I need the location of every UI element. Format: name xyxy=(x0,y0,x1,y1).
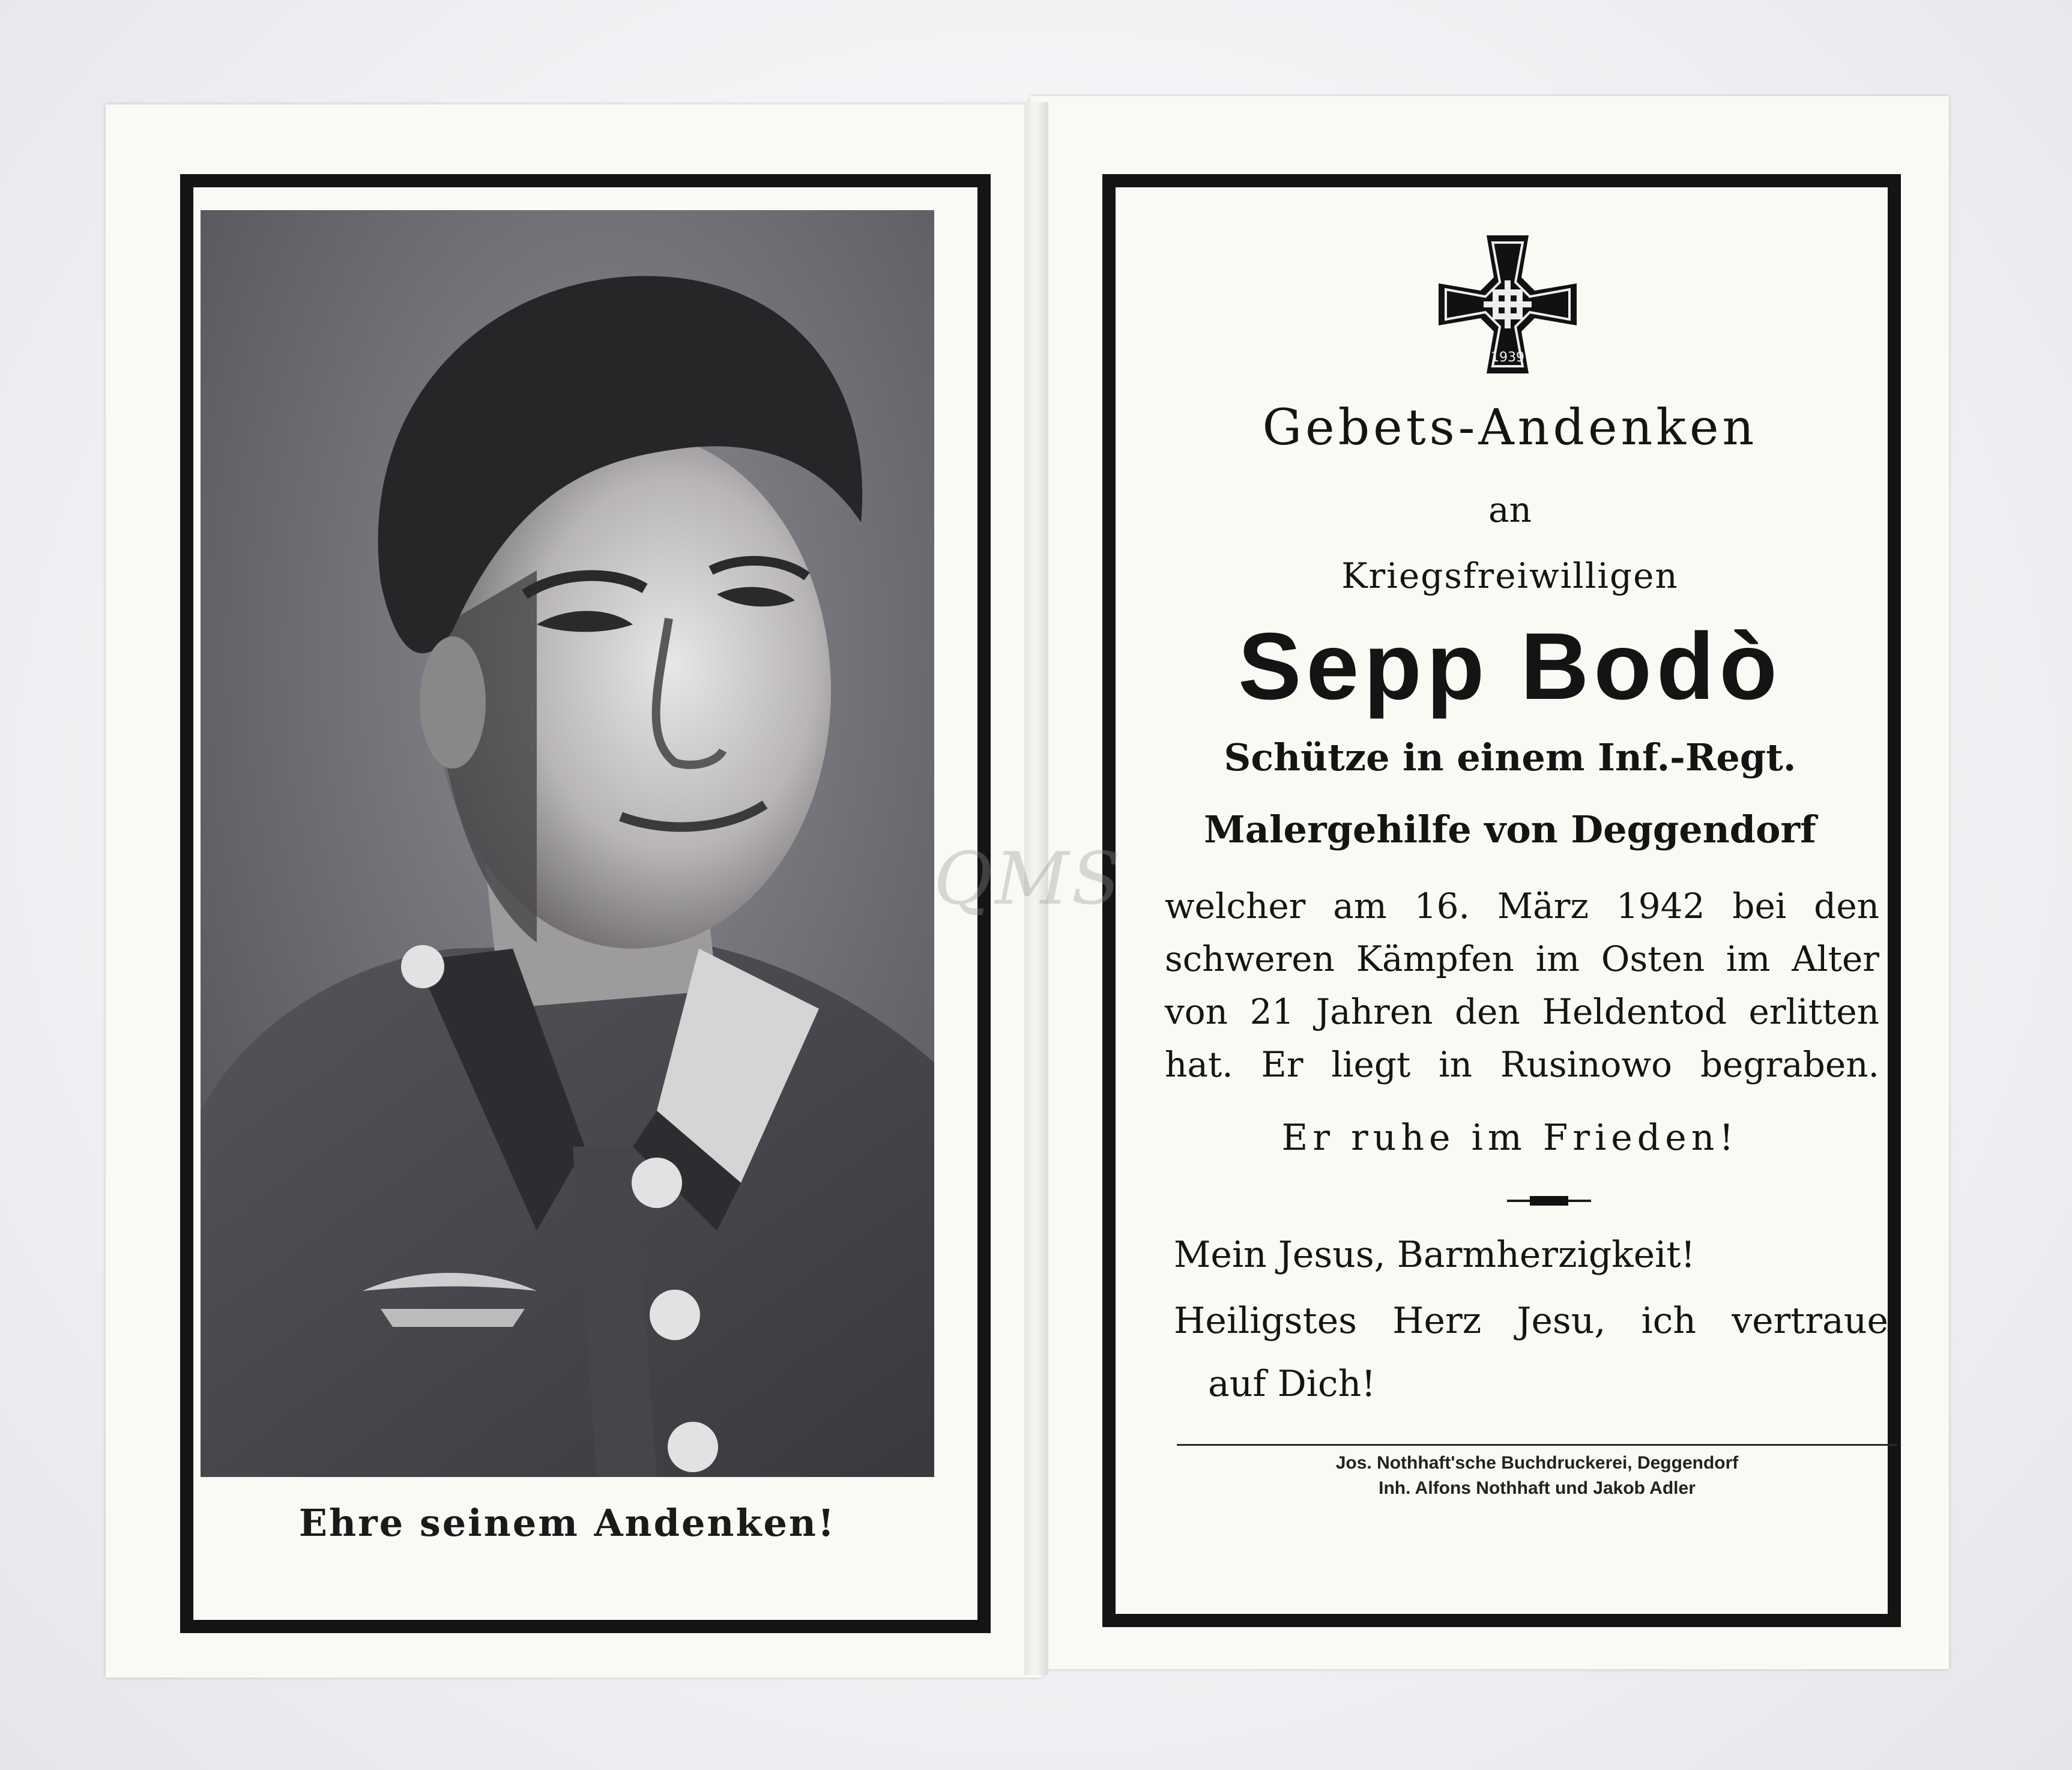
obituary-line: hat. Er liegt in Rusinowo begraben. xyxy=(1165,1044,1879,1085)
obituary-line: schweren Kämpfen im Osten im Alter xyxy=(1165,938,1879,979)
prayer-line-1: Mein Jesus, Barmherzigkeit! xyxy=(1174,1234,1696,1276)
divider-mark xyxy=(1530,1196,1568,1206)
printer-line-2: Inh. Alfons Nothhaft und Jakob Adler xyxy=(1379,1478,1696,1498)
rest-in-peace-text: Er ruhe im Frieden! xyxy=(1281,1117,1739,1159)
portrait-caption: Ehre seinem Andenken! xyxy=(298,1501,836,1545)
prayer-line-2: Heiligstes Herz Jesu, ich vertraue xyxy=(1174,1300,1888,1342)
preposition-text: an xyxy=(1488,489,1532,530)
obituary-body xyxy=(1165,880,1879,1091)
soldier-portrait-icon xyxy=(201,210,934,1477)
unit-text: Schütze in einem Inf.-Regt. xyxy=(1224,735,1796,779)
obituary-line: von 21 Jahren den Heldentod erlitten xyxy=(1165,991,1879,1032)
iron-cross-icon xyxy=(1439,235,1577,373)
soldier-name: Sepp Bodò xyxy=(1238,614,1782,719)
rank-text: Kriegsfreiwilligen xyxy=(1341,555,1679,596)
watermark-text: QMS xyxy=(934,838,1123,921)
card-title: Gebets-Andenken xyxy=(1262,399,1758,456)
obituary-line: welcher am 16. März 1942 bei den xyxy=(1165,886,1879,926)
iron-cross-year: 1939 xyxy=(1491,350,1524,365)
printer-rule xyxy=(1177,1444,1897,1446)
printer-line-1: Jos. Nothhaft'sche Buchdruckerei, Deggendorf xyxy=(1335,1453,1739,1473)
prayer-line-3: auf Dich! xyxy=(1208,1363,1376,1405)
occupation-text: Malergehilfe von Deggendorf xyxy=(1204,808,1816,851)
